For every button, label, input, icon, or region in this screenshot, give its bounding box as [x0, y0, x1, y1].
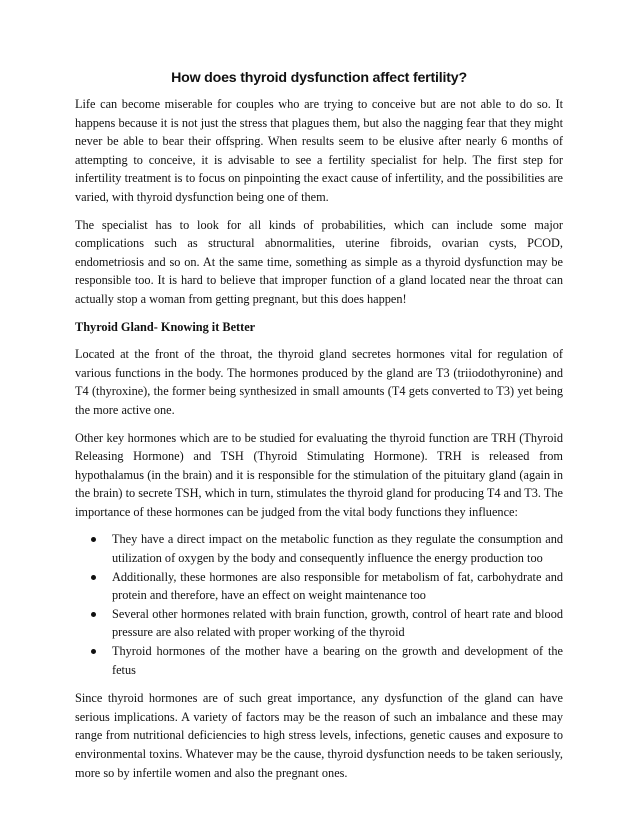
bullet-icon: [91, 537, 96, 542]
section-heading: Thyroid Gland- Knowing it Better: [75, 319, 256, 334]
list-item: [112, 642, 563, 679]
document-page: [75, 70, 563, 791]
list-item-text: They have a direct impact on the metabolic function as they regulate the consumption and utilization of oxygen by the body and consequently influence the energy production too: [112, 532, 563, 566]
section-paragraph-2: Other key hormones which are to be studied for evaluating the thyroid function are TRH (Thyroid Releasing Hormone) and TSH (Thyroid Stimulating Hormone). TRH is released from hypothalamus (in the brain) and it is responsible for the stimulation of the pituitary gland (again in the brain) to secrete TSH, which in turn, stimulates the thyroid gland for producing T4 and T3. The importance of these hormones can be judged from the vital body functions they influence:: [75, 430, 563, 519]
closing-paragraph: Since thyroid hormones are of such great importance, any dysfunction of the gland can have serious implications. A variety of factors may be the reason of such an imbalance and these may range from nutritional deficiencies to high stress levels, infections, genetic causes and exposure to environmental toxins. Whatever may be the cause, thyroid dysfunction needs to be taken seriously, more so by infertile women and also the pregnant ones.: [75, 691, 563, 780]
hormone-functions-list: [75, 530, 563, 679]
list-item: [112, 568, 563, 605]
bullet-icon: [91, 612, 96, 617]
document-title: How does thyroid dysfunction affect fertility?: [171, 70, 467, 86]
list-item-text: Several other hormones related with brain function, growth, control of heart rate and blood pressure are also related with proper working of the thyroid: [112, 606, 563, 640]
bullet-icon: [91, 575, 96, 580]
intro-paragraph-2: The specialist has to look for all kinds of probabilities, which can include some major complications such as structural abnormalities, uterine fibroids, ovarian cysts, PCOD, endometriosis and so on. At the same time, something as simple as a thyroid dysfunction may be responsible too. It is hard to believe that improper function of a gland located near the throat can actually stop a woman from getting pregnant, but this does happen!: [75, 217, 563, 306]
list-item-text: Thyroid hormones of the mother have a bearing on the growth and development of the fetus: [112, 644, 563, 677]
intro-paragraph-1: Life can become miserable for couples who are trying to conceive but are not able to do so. It happens because it is not just the stress that plagues them, but also the nagging fear that they might never be able to bear their offspring. When results seem to be elusive after nearly 6 months of attempting to conceive, it is advisable to see a fertility specialist for help. The first step for infertility treatment is to focus on pinpointing the exact cause of infertility, and the possibilities are varied, with thyroid dysfunction being one of them.: [75, 97, 563, 204]
list-item: [112, 530, 563, 567]
list-item-text: Additionally, these hormones are also responsible for metabolism of fat, carbohydrate and protein and therefore, have an effect on weight maintenance too: [112, 569, 563, 603]
list-item: [112, 605, 563, 642]
bullet-icon: [91, 649, 96, 654]
section-paragraph-1: Located at the front of the throat, the thyroid gland secretes hormones vital for regulation of various functions in the body. The hormones produced by the gland are T3 (triiodothyronine) and T4 (thyroxine), the former being synthesized in small amounts (T4 gets converted to T3) yet being the more active one.: [75, 347, 563, 417]
